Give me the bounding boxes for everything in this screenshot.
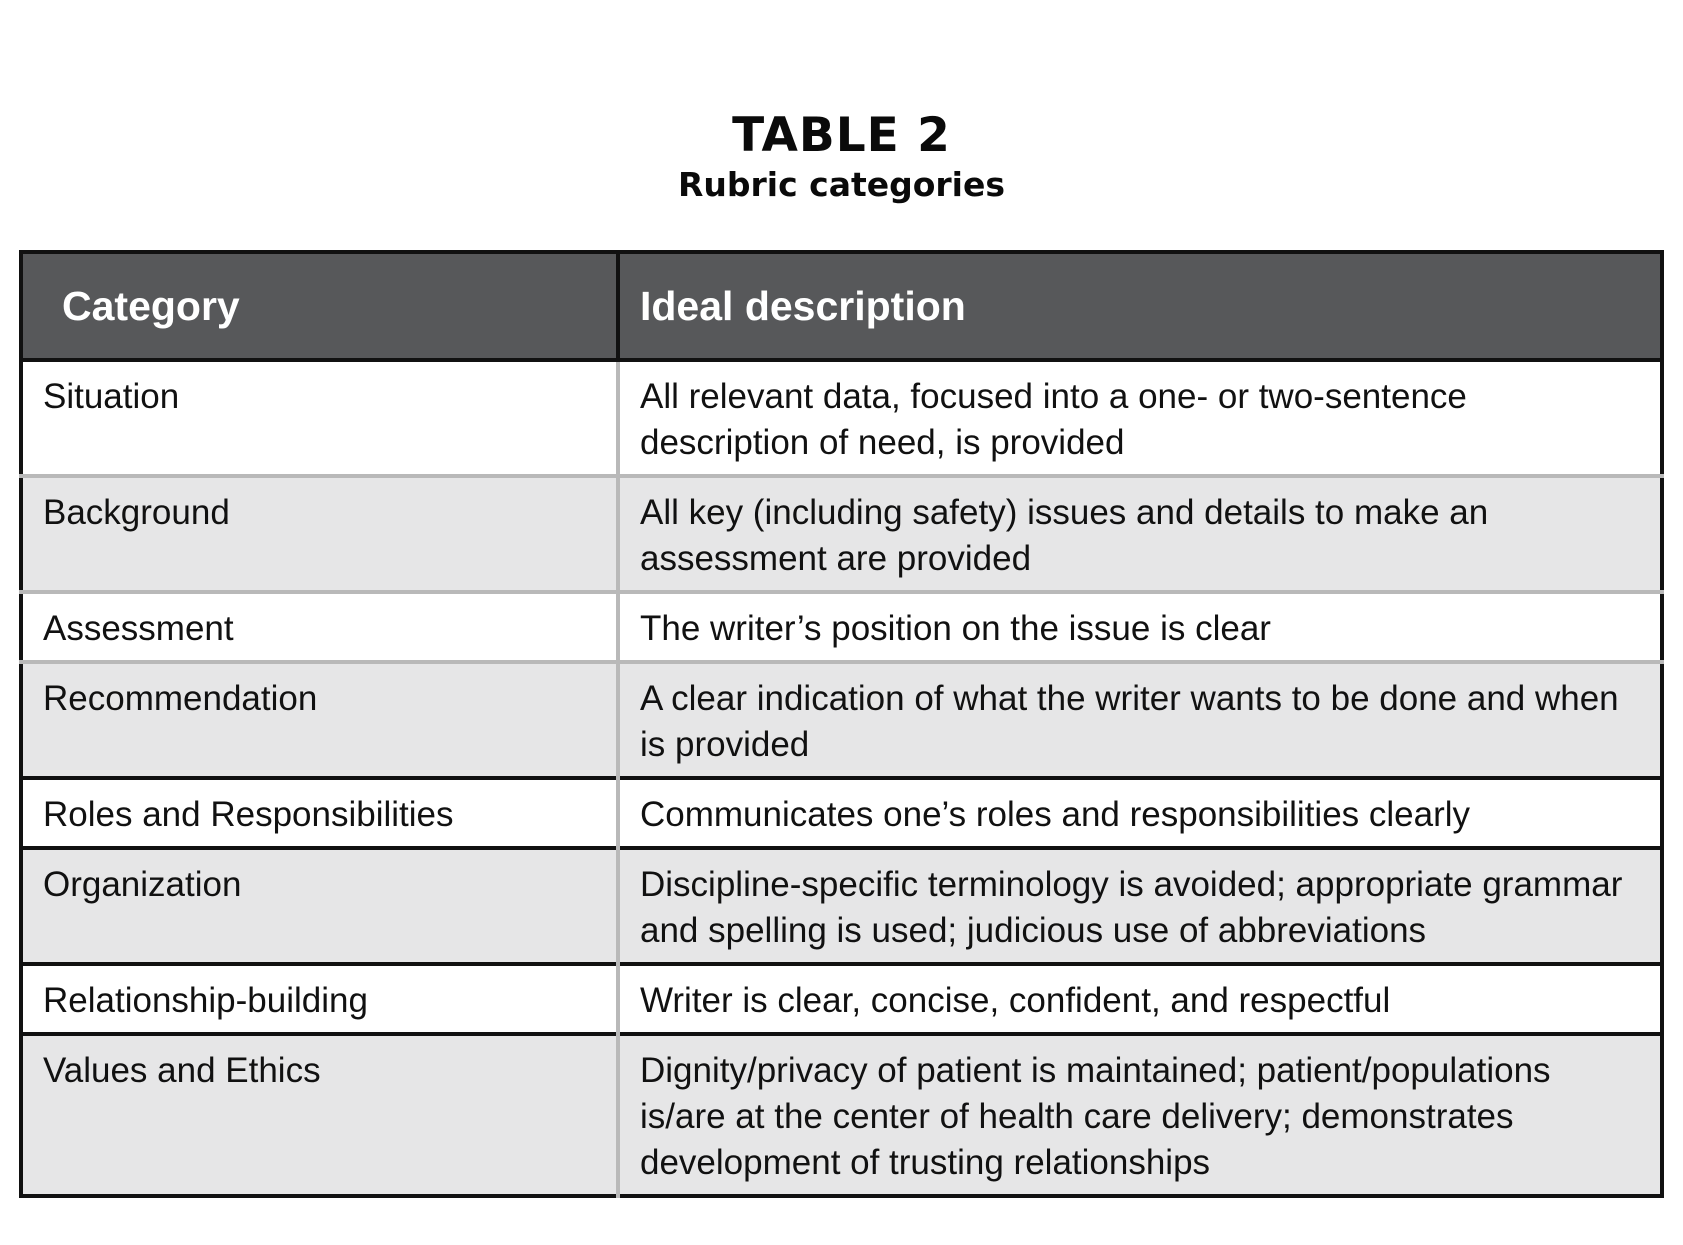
table-row <box>21 778 1662 848</box>
description-cell: Communicates one’s roles and responsibilities clearly <box>618 778 1662 848</box>
category-cell: Situation <box>21 360 618 476</box>
header-row <box>21 252 1662 360</box>
table-subtitle: Rubric categories <box>677 165 1006 204</box>
description-cell: All key (including safety) issues and details to make an assessment are provided <box>618 476 1662 592</box>
category-cell: Roles and Responsibilities <box>21 778 618 848</box>
category-cell: Relationship-building <box>21 964 618 1034</box>
category-cell: Organization <box>21 848 618 964</box>
description-cell: Writer is clear, concise, confident, and respectful <box>618 964 1662 1034</box>
table-title: TABLE 2 <box>732 108 951 163</box>
table-row <box>21 476 1662 592</box>
category-cell: Background <box>21 476 618 592</box>
description-cell: All relevant data, focused into a one- or two-sentence description of need, is provided <box>618 360 1662 476</box>
category-cell: Assessment <box>21 592 618 662</box>
description-cell: Dignity/privacy of patient is maintained; patient/populations is/are at the center of health care delivery; demonstrates development of trusting relationships <box>618 1034 1662 1196</box>
table-row <box>21 964 1662 1034</box>
category-cell: Recommendation <box>21 662 618 778</box>
rubric-table <box>19 250 1664 1198</box>
table-row <box>21 360 1662 476</box>
category-cell: Values and Ethics <box>21 1034 618 1196</box>
column-header-category: Category <box>21 252 618 360</box>
description-cell: Discipline-specific terminology is avoided; appropriate grammar and spelling is used; judicious use of abbreviations <box>618 848 1662 964</box>
table-row <box>21 848 1662 964</box>
description-cell: The writer’s position on the issue is clear <box>618 592 1662 662</box>
column-header-description: Ideal description <box>618 252 1662 360</box>
table-row <box>21 592 1662 662</box>
description-cell: A clear indication of what the writer wants to be done and when is provided <box>618 662 1662 778</box>
table-row <box>21 662 1662 778</box>
table-row <box>21 1034 1662 1196</box>
